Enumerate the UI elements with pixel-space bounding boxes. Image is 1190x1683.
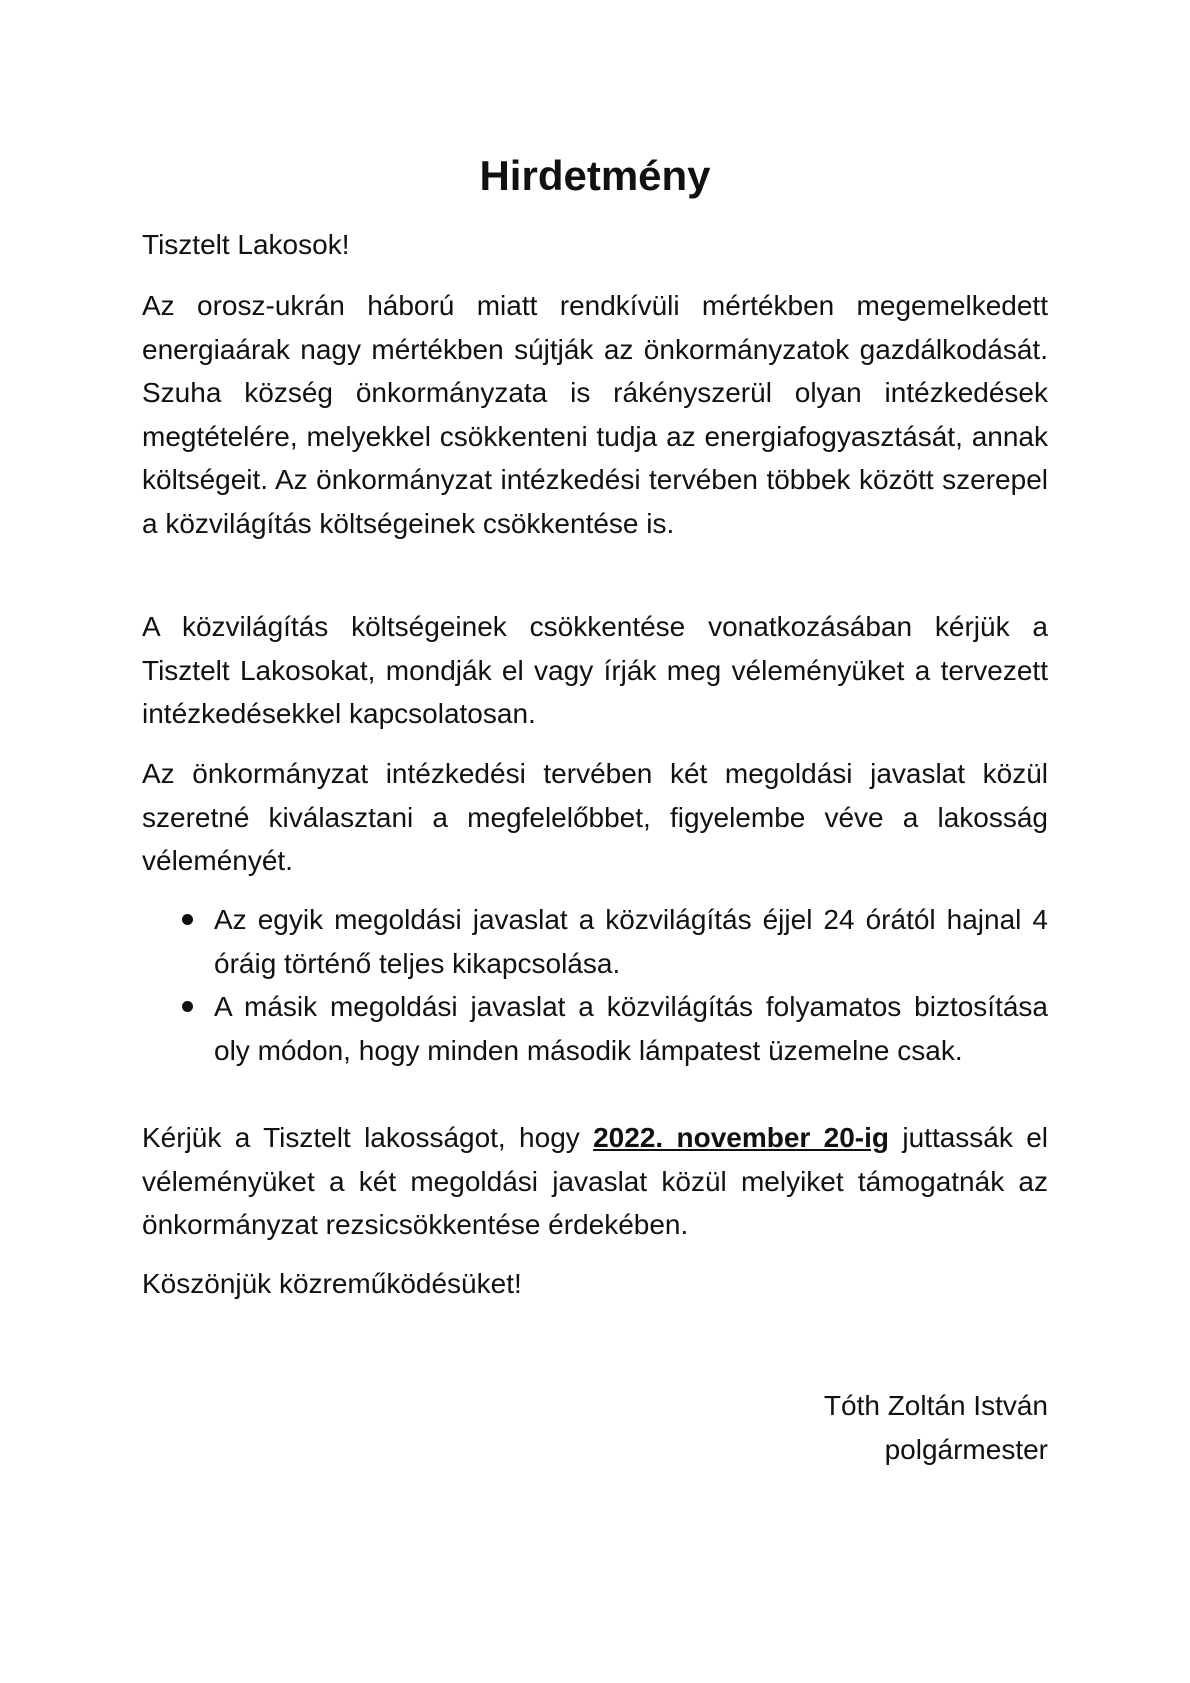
document-page	[142, 0, 1048, 1683]
signature-block	[824, 1384, 1048, 1471]
list-item	[142, 985, 1048, 1072]
paragraph-intro: Az orosz-ukrán háború miatt rendkívüli mértékben megemelkedett energiaárak nagy mértékben sújtják az önkormányzatok gazdálkodását. Szuha község önkormányzata is rákényszerül olyan intézkedések megtételére, melyekkel csökkenteni tudja az energiafogyasztását, annak költségeit. Az önkormányzat intézkedési tervében többek között szerepel a közvilágítás költségeinek csökkentése is.	[142, 290, 1048, 539]
paragraph-request-opinion: A közvilágítás költségeinek csökkentése vonatkozásában kérjük a Tisztelt Lakosokat, mondják el vagy írják meg véleményüket a tervezett intézkedésekkel kapcsolatosan.	[142, 611, 1048, 729]
request-text-before: Kérjük a Tisztelt lakosságot, hogy	[142, 1122, 594, 1153]
signature-role: polgármester	[884, 1433, 1048, 1465]
proposal-text: A másik megoldási javaslat a közvilágítás folyamatos biztosítása oly módon, hogy minden második lámpatest üzemelne csak.	[214, 991, 1048, 1066]
document-title: Hirdetmény	[479, 152, 711, 199]
list-item	[142, 898, 1048, 985]
request-text-after: juttassák el véleményüket a két megoldási javaslat közül melyiket támogatnák az önkormányzat rezsicsökkentése érdekében.	[142, 1122, 1048, 1240]
paragraph-proposals: Az önkormányzat intézkedési tervében két megoldási javaslat közül szeretné kiválasztani a megfelelőbbet, figyelembe véve a lakosság véleményét.	[142, 758, 1048, 876]
bullet-icon	[182, 914, 193, 925]
proposal-text: Az egyik megoldási javaslat a közvilágítás éjjel 24 órától hajnal 4 óráig történő teljes kikapcsolása.	[214, 904, 1048, 979]
greeting: Tisztelt Lakosok!	[142, 229, 350, 260]
signature-name: Tóth Zoltán István	[823, 1390, 1048, 1421]
proposal-list	[142, 898, 1048, 1072]
closing-thanks: Köszönjük közreműködésüket!	[142, 1268, 522, 1299]
paragraph-deadline-request	[142, 1116, 1048, 1247]
deadline-date: 2022. november 20-ig	[593, 1122, 890, 1153]
bullet-icon	[182, 1001, 193, 1012]
